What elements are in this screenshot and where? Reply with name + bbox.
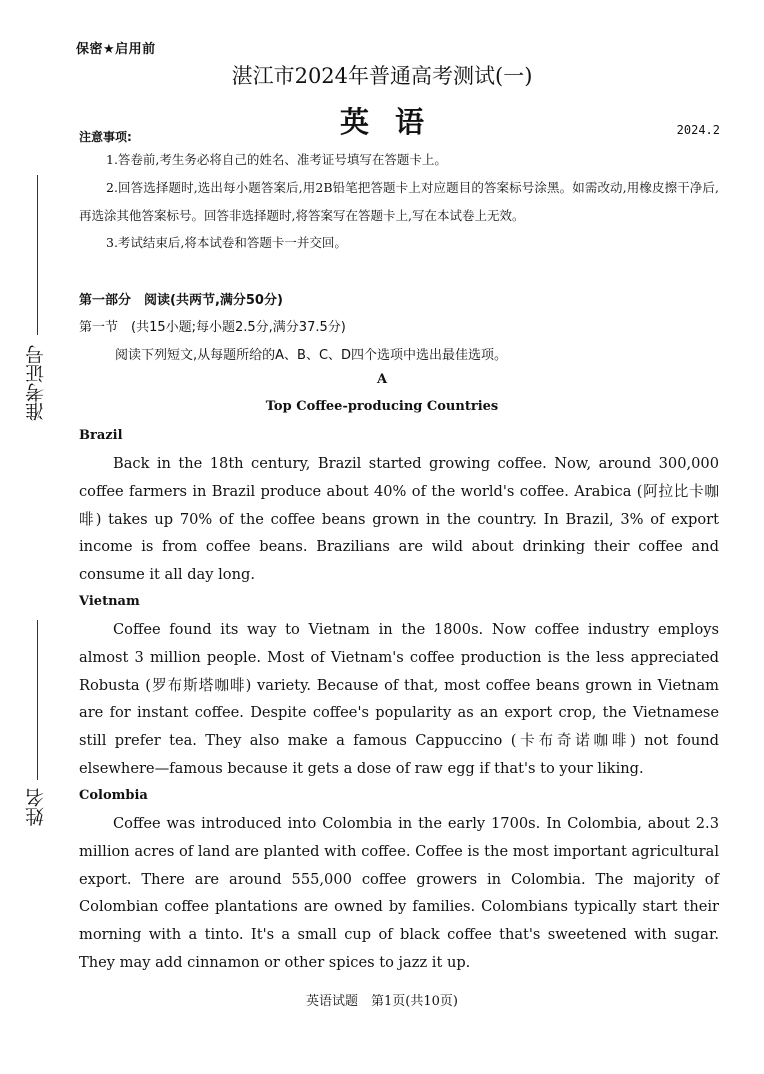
instruction-text: 阅读下列短文,从每题所给的A、B、C、D四个选项中选出最佳选项。 <box>115 348 508 363</box>
paragraph-colombia: Coffee was introduced into Colombia in the early 1700s. In Colombia, about 2.3 million acres of land are planted with coffee. Coffee is the most important agricultural export. There are around 555,000 coffee growers in Colombia. The majority of Colombian coffee plantations are owned by families. Colombians typically start their morning with a tinto. It's a small cup of black coffee that's sweetened with sugar. They may add cinnamon or other spices to jazz it up. <box>79 815 719 971</box>
part-heading: 第一部分 阅读(共两节,满分50分) <box>79 293 283 308</box>
section-heading: 第一节 (共15小题;每小题2.5分,满分37.5分) <box>79 320 346 335</box>
paragraph-vietnam: Coffee found its way to Vietnam in the 1800s. Now coffee industry employs almost 3 million people. Most of Vietnam's coffee production is the less appreciated Robusta (罗布斯塔咖啡) variety. Because of that, most coffee beans grown in Vietnam are for instant coffee. Despite coffee's popularity as an export crop, the Vietnamese still prefer tea. They also make a famous Cappuccino (卡布奇诺咖啡) not found elsewhere—famous because it gets a dose of raw egg if that's to your liking. <box>79 621 719 777</box>
country-heading-colombia: Colombia <box>79 788 148 803</box>
exam-number-line <box>37 175 38 335</box>
confidential-label: 保密★启用前 <box>76 42 156 57</box>
notice-heading: 注意事项: <box>79 130 132 144</box>
exam-title: 湛江市2024年普通高考测试(一) <box>231 64 533 88</box>
passage-title: Top Coffee-producing Countries <box>265 399 499 414</box>
notice-item: 3.考试结束后,将本试卷和答题卡一并交回。 <box>106 235 347 251</box>
notice-item: 2.回答选择题时,选出每小题答案后,用2B铅笔把答题卡上对应题目的答案标号涂黑。如需改动,用橡皮擦干净后,再选涂其他答案标号。回答非选择题时,将答案写在答题卡上,写在本试卷上无效。 <box>79 179 719 223</box>
name-line <box>37 620 38 780</box>
subject-title: 英语 <box>339 105 450 139</box>
notice-item: 1.答卷前,考生务必将自己的姓名、准考证号填写在答题卡上。 <box>106 152 447 167</box>
page-footer: 英语试题 第1页(共10页) <box>306 994 458 1009</box>
exam-date: 2024.2 <box>676 123 720 137</box>
notice-list <box>79 146 719 257</box>
paragraph-brazil: Back in the 18th century, Brazil started growing coffee. Now, around 300,000 coffee farmers in Brazil produce about 40% of the world's coffee. Arabica (阿拉比卡咖啡) takes up 70% of the coffee beans grown in the country. In Brazil, 3% of export income is from coffee beans. Brazilians are wild about drinking their coffee and consume it all day long. <box>79 455 719 584</box>
country-heading-vietnam: Vietnam <box>79 594 140 609</box>
country-heading-brazil: Brazil <box>79 428 123 443</box>
exam-number-label: 准考证号 <box>25 345 47 421</box>
passage-letter: A <box>376 372 388 387</box>
name-label: 姓名 <box>25 788 47 826</box>
